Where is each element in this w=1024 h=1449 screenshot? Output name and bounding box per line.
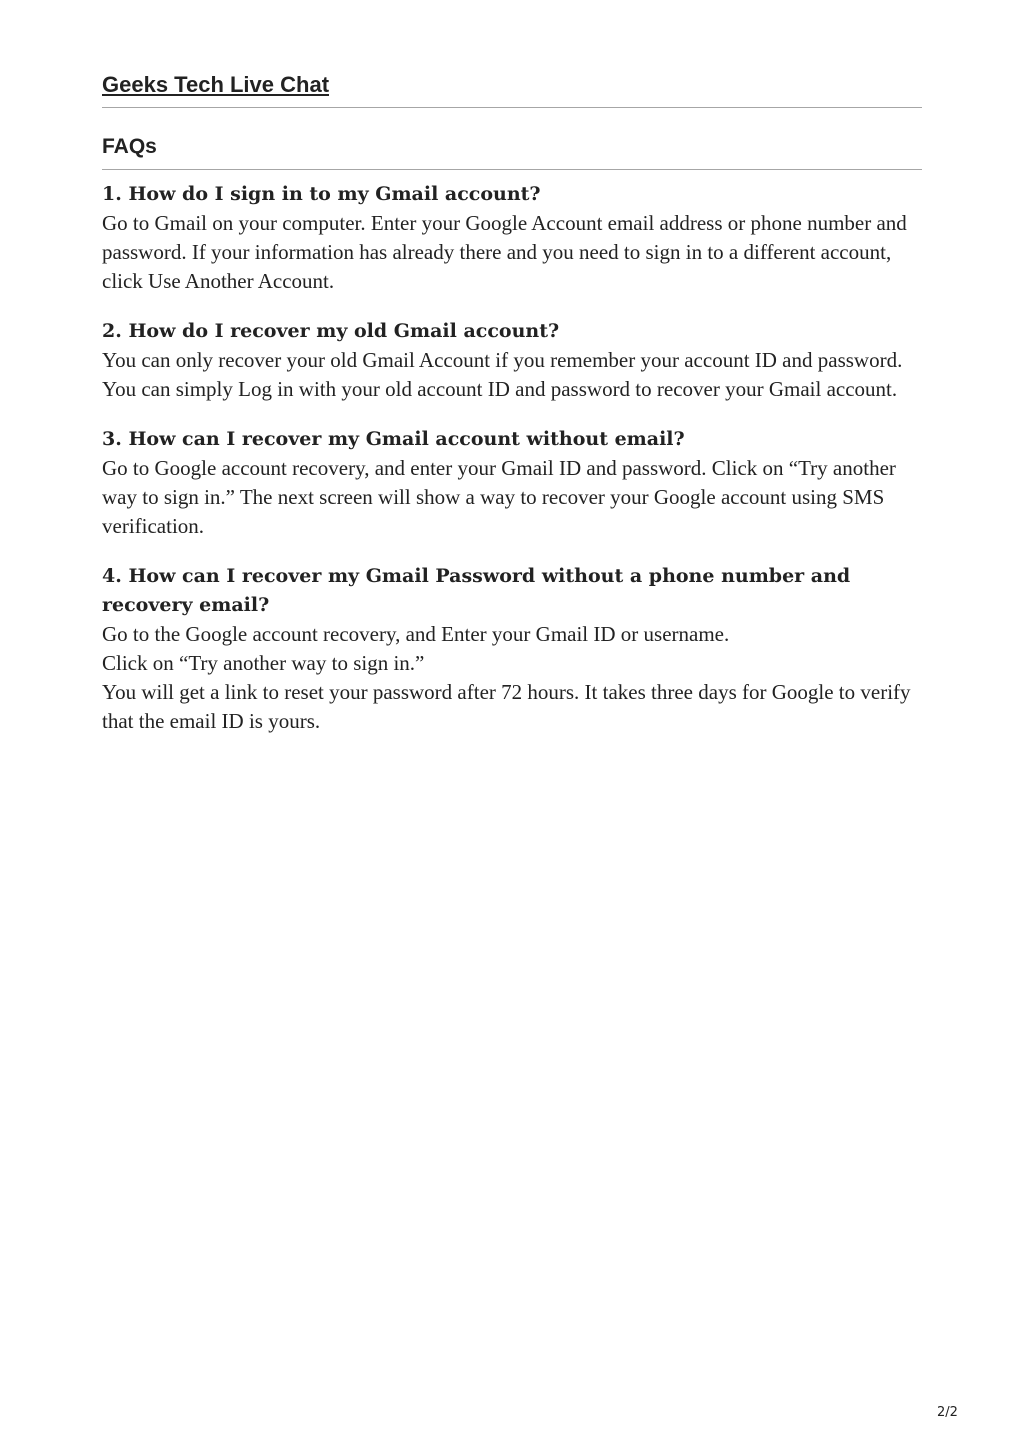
faq-answer: You will get a link to reset your password after 72 hours. It takes three days for Google to verify that the email ID is yours.: [102, 680, 911, 733]
faq-item-2: [102, 317, 922, 404]
faqs-heading: FAQs: [102, 135, 157, 158]
faq-item-4: [102, 562, 922, 736]
section-divider: [102, 169, 922, 170]
faq-question: 1. How do I sign in to my Gmail account?: [102, 183, 541, 205]
page-number: 2/2: [937, 1405, 958, 1420]
faq-list: [102, 180, 922, 757]
faq-answer: Click on “Try another way to sign in.”: [102, 651, 425, 675]
faq-question: 4. How can I recover my Gmail Password without a phone number and recovery email?: [102, 565, 851, 616]
faq-answer: Go to Gmail on your computer. Enter your Google Account email address or phone number and password. If your information has already there and you need to sign in to a different account, click Use Another Account.: [102, 211, 907, 293]
faq-answer: Go to the Google account recovery, and Enter your Gmail ID or username.: [102, 622, 730, 646]
faq-answer: You can only recover your old Gmail Account if you remember your account ID and password. You can simply Log in with your old account ID and password to recover your Gmail account.: [102, 348, 903, 401]
header-divider: [102, 107, 922, 108]
site-title-link[interactable]: Geeks Tech Live Chat: [102, 72, 330, 97]
faq-question: 3. How can I recover my Gmail account without email?: [102, 428, 685, 450]
faq-item-1: [102, 180, 922, 296]
faq-answer: Go to Google account recovery, and enter your Gmail ID and password. Click on “Try another way to sign in.” The next screen will show a way to recover your Google account using SMS verification.: [102, 456, 896, 538]
faq-question: 2. How do I recover my old Gmail account?: [102, 320, 560, 342]
faq-item-3: [102, 425, 922, 541]
